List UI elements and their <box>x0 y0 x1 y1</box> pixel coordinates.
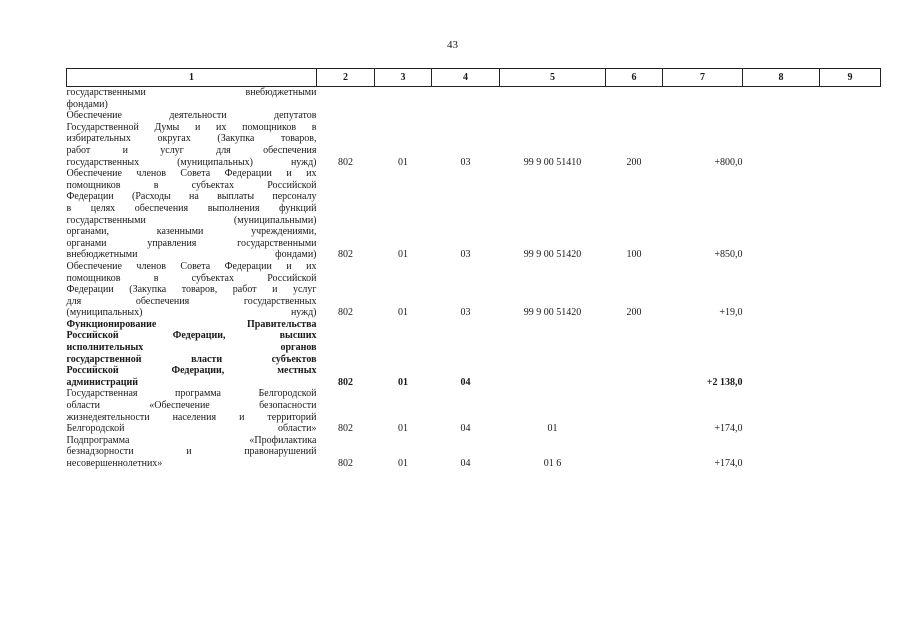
header-cell-1: 1 <box>67 69 317 87</box>
target-article-cell: 01 <box>547 423 558 435</box>
description-line: жизнедеятельности населения и территорий <box>66 411 317 423</box>
description-line: государственных (муниципальных) нужд) <box>66 156 317 168</box>
section-cell: 01 <box>398 423 408 435</box>
amount-cell <box>663 87 743 111</box>
description-line: Функционирование Правительства <box>66 318 317 330</box>
description-line: Российской Федерации, местных <box>66 365 317 377</box>
row-description <box>67 319 317 389</box>
amount-cell: +174,0 <box>714 423 743 435</box>
description-line: (муниципальных) нужд) <box>66 307 317 319</box>
header-cell-6: 6 <box>606 69 663 87</box>
table-row <box>67 87 881 111</box>
description-line: Подпрограмма «Профилактика <box>66 434 317 446</box>
table-row <box>67 168 881 261</box>
description-line: для обеспечения государственных <box>66 295 317 307</box>
section-cell: 01 <box>398 249 408 261</box>
code-cell: 802 <box>338 376 353 388</box>
description-line: органами, казенными учреждениями, <box>66 226 317 238</box>
section-cell: 01 <box>398 307 408 319</box>
row-description <box>67 435 317 470</box>
description-line: Обеспечение членов Совета Федерации и их <box>66 260 317 272</box>
target-article-cell: 99 9 00 51420 <box>523 249 582 261</box>
empty-cell <box>820 110 881 168</box>
description-line: Федерации (Расходы на выплаты персоналу <box>66 191 317 203</box>
table-header-row <box>67 69 881 87</box>
header-cell-7: 7 <box>663 69 743 87</box>
row-description <box>67 388 317 434</box>
subsection-cell: 03 <box>460 156 471 168</box>
description-line: государственной власти субъектов <box>66 353 317 365</box>
description-line: органами управления государственными <box>66 237 317 249</box>
description-line: области «Обеспечение безопасности <box>66 400 317 412</box>
target-article-cell: 99 9 00 51420 <box>523 307 582 319</box>
description-line: безнадзорности и правонарушений <box>66 446 317 458</box>
code-cell: 802 <box>338 458 353 469</box>
table-row <box>67 261 881 319</box>
empty-cell <box>743 87 820 111</box>
description-line: Российской Федерации, высших <box>66 330 317 342</box>
subsection-cell: 04 <box>460 376 471 388</box>
subsection-cell: 04 <box>460 423 471 435</box>
description-line: исполнительных органов <box>66 342 317 354</box>
empty-cell <box>743 261 820 319</box>
row-description <box>67 168 317 261</box>
empty-cell <box>743 388 820 434</box>
header-cell-3: 3 <box>375 69 432 87</box>
expense-type-cell <box>606 435 663 470</box>
description-line: администраций <box>66 376 138 388</box>
expense-type-cell: 100 <box>626 249 642 261</box>
description-line: фондами) <box>66 98 108 110</box>
table-row <box>67 435 881 470</box>
description-line: Государственная программа Белгородской <box>66 388 317 400</box>
empty-cell <box>743 110 820 168</box>
empty-cell <box>820 388 881 434</box>
empty-cell <box>820 319 881 389</box>
budget-table <box>66 68 881 470</box>
section-cell: 01 <box>398 458 408 469</box>
description-line: в целях обеспечения выполнения функций <box>66 202 317 214</box>
code-cell: 802 <box>338 156 353 168</box>
expense-type-cell <box>606 388 663 434</box>
description-line: Федерации (Закупка товаров, работ и услуг <box>66 284 317 296</box>
description-line: избирательных округах (Закупка товаров, <box>66 133 317 145</box>
description-line: внебюджетными фондами) <box>66 249 317 261</box>
header-cell-4: 4 <box>432 69 500 87</box>
table-row <box>67 110 881 168</box>
header-cell-2: 2 <box>317 69 375 87</box>
page-number: 43 <box>447 39 458 51</box>
empty-cell <box>820 87 881 111</box>
target-article-cell: 99 9 00 51410 <box>523 156 582 168</box>
empty-cell <box>743 319 820 389</box>
empty-cell <box>820 435 881 470</box>
description-line: Обеспечение членов Совета Федерации и их <box>66 168 317 180</box>
code-cell: 802 <box>338 307 353 319</box>
description-line: несовершеннолетних» <box>66 458 163 469</box>
table-row <box>67 388 881 434</box>
description-line: Государственной Думы и их помощников в <box>66 121 317 133</box>
header-cell-8: 8 <box>743 69 820 87</box>
description-line: Белгородской области» <box>66 423 317 435</box>
subsection-cell: 03 <box>460 307 471 319</box>
description-line: Обеспечение деятельности депутатов <box>66 110 317 122</box>
empty-cell <box>743 435 820 470</box>
row-description <box>67 261 317 319</box>
expense-type-cell: 200 <box>626 156 642 168</box>
subsection-cell: 03 <box>460 249 471 261</box>
description-line: помощников в субъектах Российской <box>66 272 317 284</box>
code-cell: 802 <box>338 249 353 261</box>
code-cell: 802 <box>338 423 353 435</box>
amount-cell: +2 138,0 <box>706 376 743 388</box>
description-line: государственными внебюджетными <box>66 87 317 98</box>
row-description <box>67 110 317 168</box>
target-article-cell <box>500 87 606 111</box>
subsection-cell <box>432 87 500 111</box>
section-cell <box>375 87 432 111</box>
code-cell <box>317 87 375 111</box>
amount-cell: +19,0 <box>719 307 743 319</box>
header-cell-5: 5 <box>500 69 606 87</box>
description-line: помощников в субъектах Российской <box>66 179 317 191</box>
header-cell-9: 9 <box>820 69 881 87</box>
table-row <box>67 319 881 389</box>
row-description <box>67 87 317 111</box>
amount-cell: +174,0 <box>714 458 743 469</box>
amount-cell: +850,0 <box>714 249 743 261</box>
description-line: работ и услуг для обеспечения <box>66 144 317 156</box>
empty-cell <box>820 261 881 319</box>
table-body <box>67 87 881 470</box>
expense-type-cell: 200 <box>626 307 642 319</box>
target-article-cell <box>500 319 606 389</box>
empty-cell <box>820 168 881 261</box>
section-cell: 01 <box>398 376 408 388</box>
subsection-cell: 04 <box>460 458 471 469</box>
amount-cell: +800,0 <box>714 156 743 168</box>
target-article-cell: 01 6 <box>543 458 562 469</box>
empty-cell <box>743 168 820 261</box>
description-line: государственными (муниципальными) <box>66 214 317 226</box>
expense-type-cell <box>606 87 663 111</box>
section-cell: 01 <box>398 156 408 168</box>
expense-type-cell <box>606 319 663 389</box>
